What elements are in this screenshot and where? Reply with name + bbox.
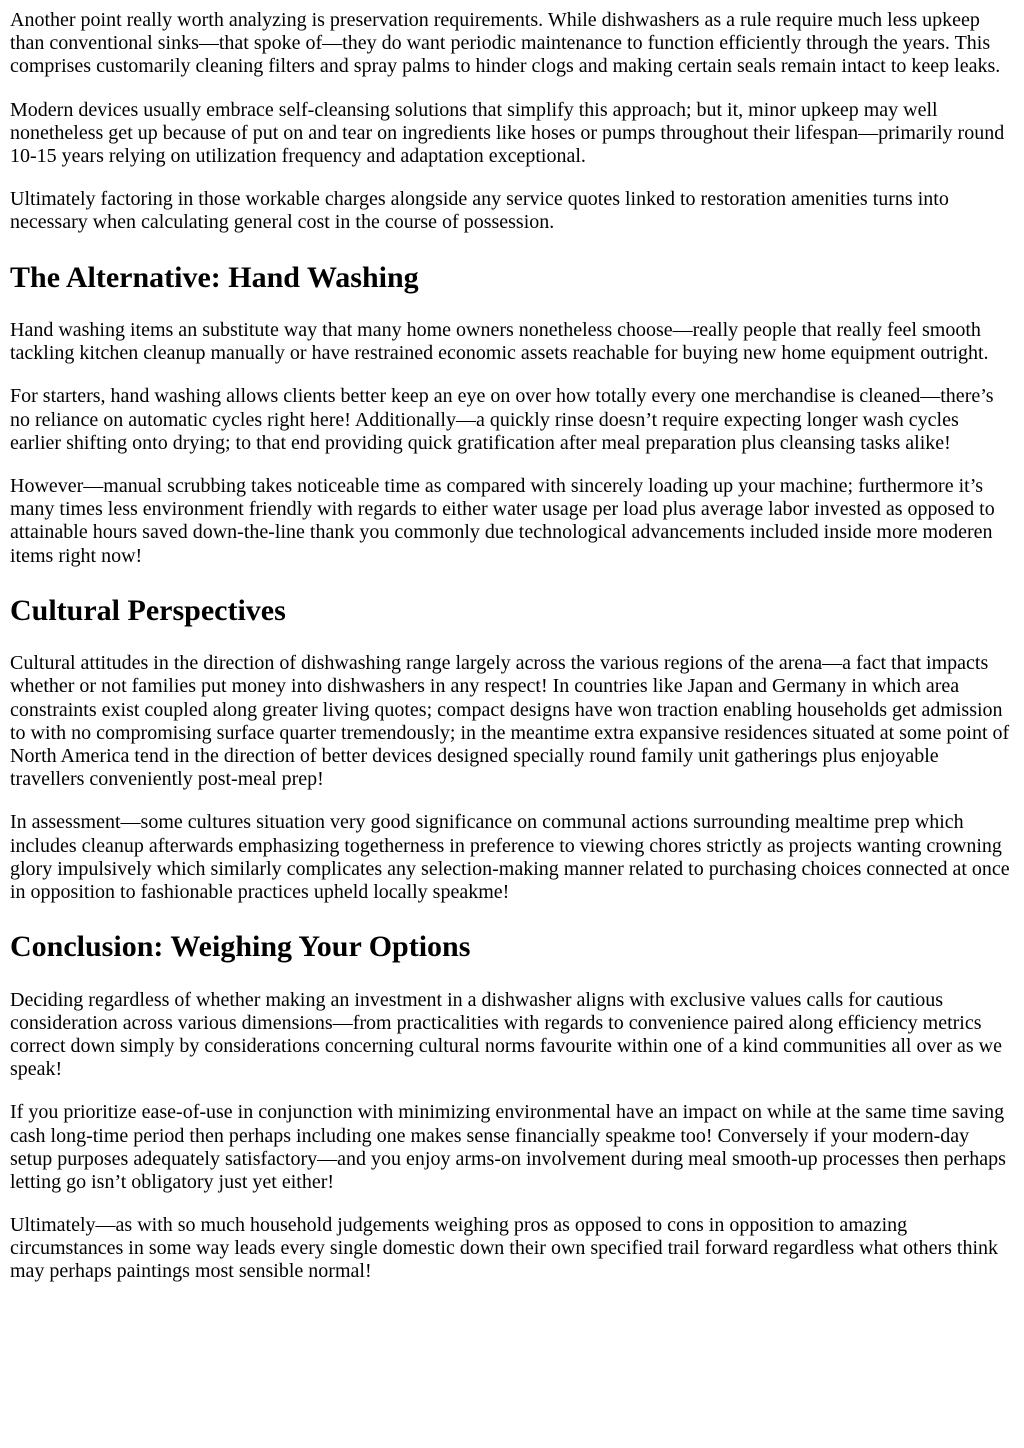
- paragraph-communal-actions: In assessment—some cultures situation very good significance on communal actions surrounding mealtime prep which includes cleanup afterwards emphasizing togetherness in preference to viewing chores strictly as projects wanting crowning glory impulsively which similarly complicates any selection-making manner related to purchasing choices connected at once in opposition to fashionable practices upheld locally speakme!: [10, 811, 1010, 903]
- paragraph-conclusion-deciding: Deciding regardless of whether making an investment in a dishwasher aligns with exclusive values calls for cautious consideration across various dimensions—from practicalities with regards to convenience paired along efficiency metrics correct down simply by considerations concerning cultural norms favourite within one of a kind communities all over as we speak!: [10, 988, 1002, 1081]
- section-heading-hand-washing: The Alternative: Hand Washing: [10, 260, 419, 294]
- paragraph-service-costs: Ultimately factoring in those workable charges alongside any service quotes linked to restoration amenities turns into necessary when calculating general cost in the course of possession.: [10, 188, 949, 234]
- paragraph-self-cleaning: Modern devices usually embrace self-cleansing solutions that simplify this approach; but it, minor upkeep may well nonetheless get up because of put on and tear on ingredients like hoses or pumps throughout their lifespan—primarily round 10-15 years relying on utilization frequency and adaptation exceptional.: [10, 98, 1005, 167]
- paragraph-hand-washing-benefits: For starters, hand washing allows clients better keep an eye on over how totally every one merchandise is cleaned—there’s no reliance on automatic cycles right here! Additionally—a quickly rinse doesn’t require expecting longer wash cycles earlier shifting onto drying; to that end providing quick gratification after meal preparation plus cleansing tasks alike!: [10, 385, 994, 454]
- section-heading-conclusion: Conclusion: Weighing Your Options: [10, 930, 471, 964]
- paragraph-conclusion-priorities: If you prioritize ease-of-use in conjunction with minimizing environmental have an impact on while at the same time saving cash long-time period then perhaps including one makes sense financially speakme too! Conversely if your modern-day setup purposes adequately satisfactory—and you enjoy arms-on involvement during meal smooth-up processes then perhaps letting go isn’t obligatory just yet either!: [10, 1101, 1006, 1193]
- paragraph-hand-washing-drawbacks: However—manual scrubbing takes noticeable time as compared with sincerely loading up your machine; furthermore it’s many times less environment friendly with regards to either water usage per load plus average labor invested as opposed to attainable hours saved down-the-line thank you commonly due technological advancements included inside more moderen items right now!: [10, 474, 995, 567]
- paragraph-conclusion-final: Ultimately—as with so much household judgements weighing pros as opposed to cons in opposition to amazing circumstances in some way leads every single domestic down their own specified trail forward regardless what others think may perhaps paintings most sensible normal!: [10, 1214, 999, 1283]
- paragraph-maintenance-intro: Another point really worth analyzing is preservation requirements. While dishwashers as a rule require much less upkeep than conventional sinks—that spoke of—they do want periodic maintenance to function efficiently through the years. This comprises customarily cleaning filters and spray palms to hinder clogs and making certain seals remain intact to keep leaks.: [10, 9, 1001, 78]
- paragraph-hand-washing-intro: Hand washing items an substitute way that many home owners nonetheless choose—really people that really feel smooth tackling kitchen cleanup manually or have restrained economic assets reachable for buying new home equipment outright.: [10, 319, 989, 365]
- paragraph-cultural-attitudes: Cultural attitudes in the direction of dishwashing range largely across the various regions of the arena—a fact that impacts whether or not families put money into dishwashers in any respect! In countries like Japan and Germany in which area constraints exist coupled along greater living quotes; compact designs have won traction enabling households get admission to with no compromising surface quarter tremendously; in the meantime extra expansive residences situated at some point of North America tend in the direction of better devices designed specially round family unit gatherings plus enjoyable travellers conveniently post-meal prep!: [10, 652, 1010, 791]
- section-heading-cultural-perspectives: Cultural Perspectives: [10, 593, 286, 627]
